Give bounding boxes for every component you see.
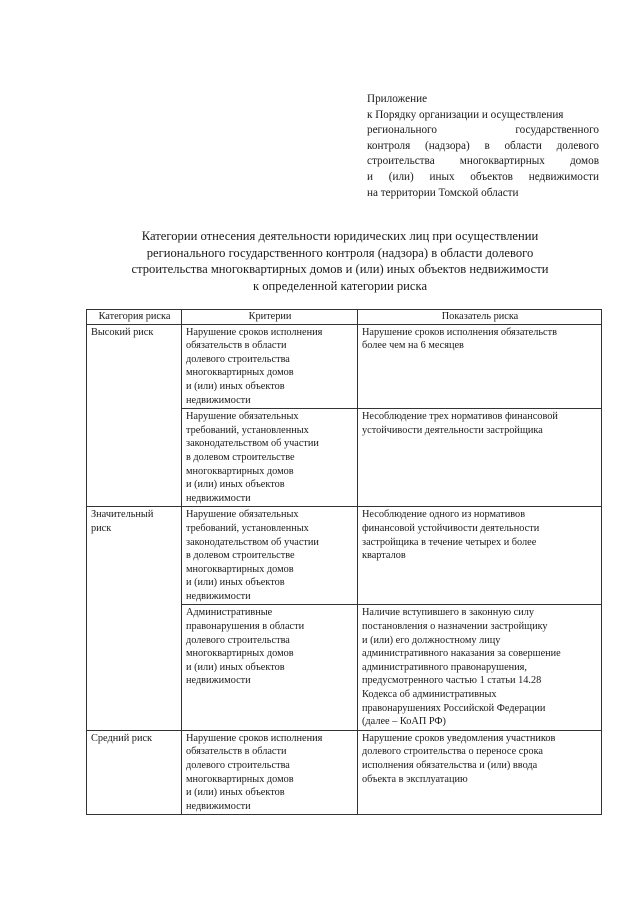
header-criteria: Критерии bbox=[182, 310, 358, 325]
cell-line: Несоблюдение одного из нормативов bbox=[362, 509, 526, 521]
cell-criteria bbox=[182, 409, 358, 507]
appendix-line: к Порядку организации и осуществления bbox=[367, 108, 564, 121]
appendix-line: регионального государственного bbox=[367, 124, 599, 137]
header-indicator: Показатель риска bbox=[358, 310, 602, 325]
appendix-line: и (или) иных объектов недвижимости bbox=[367, 170, 599, 183]
title-line: Категории отнесения деятельности юридических лиц при осуществлении bbox=[141, 229, 539, 243]
cell-line: исполнения обязательства и (или) ввода bbox=[362, 760, 538, 771]
cell-line: объекта в эксплуатацию bbox=[362, 773, 468, 785]
cell-line: требований, установленных bbox=[186, 522, 309, 534]
document-title bbox=[85, 228, 595, 294]
cell-criteria bbox=[182, 324, 358, 409]
table-header-row bbox=[87, 310, 602, 325]
cell-line: и (или) иных объектов bbox=[186, 380, 285, 392]
cell-line: и (или) иных объектов bbox=[186, 787, 285, 799]
cell-line: недвижимости bbox=[186, 675, 251, 687]
cell-line: Кодекса об административных bbox=[362, 689, 497, 701]
appendix-line: строительства многоквартирных домов bbox=[367, 155, 599, 168]
cell-line: (далее – КоАП РФ) bbox=[362, 716, 446, 728]
cell-line: кварталов bbox=[362, 550, 406, 562]
cell-line: Несоблюдение трех нормативов финансовой bbox=[362, 411, 558, 423]
cell-line: недвижимости bbox=[186, 800, 251, 812]
cell-line: и (или) иных объектов bbox=[186, 479, 285, 491]
cell-line: и (или) его должностному лицу bbox=[362, 634, 501, 646]
header-category: Категория риска bbox=[87, 310, 182, 325]
cell-line: недвижимости bbox=[186, 590, 251, 602]
cell-line: многоквартирных домов bbox=[186, 367, 294, 379]
cell-indicator bbox=[358, 324, 602, 409]
cell-line: законодательством об участии bbox=[186, 536, 319, 548]
cell-criteria bbox=[182, 605, 358, 730]
cell-line: Нарушение сроков исполнения bbox=[186, 326, 323, 338]
cell-line: Нарушение сроков исполнения bbox=[186, 732, 323, 744]
cell-criteria bbox=[182, 730, 358, 815]
cell-criteria bbox=[182, 507, 358, 605]
table-body bbox=[87, 324, 602, 815]
cell-line: и (или) иных объектов bbox=[186, 577, 285, 589]
cell-line: Значительный bbox=[91, 509, 154, 521]
cell-indicator bbox=[358, 730, 602, 815]
cell-line: долевого строительства bbox=[186, 760, 290, 771]
table-row bbox=[87, 324, 602, 409]
cell-line: Нарушение обязательных bbox=[186, 509, 299, 521]
cell-indicator bbox=[358, 507, 602, 605]
cell-category bbox=[87, 507, 182, 731]
cell-line: Нарушение сроков исполнения обязательств bbox=[362, 326, 557, 338]
cell-line: обязательств в области bbox=[186, 340, 287, 352]
cell-line: законодательством об участии bbox=[186, 438, 319, 450]
appendix-block bbox=[367, 92, 599, 201]
cell-category bbox=[87, 324, 182, 507]
cell-line: правонарушения в области bbox=[186, 621, 305, 633]
table-row bbox=[87, 507, 602, 605]
cell-line: постановления о назначении застройщику bbox=[362, 621, 548, 633]
title-line: регионального государственного контроля (надзора) в области долевого bbox=[146, 245, 534, 260]
cell-line: обязательств в области bbox=[186, 746, 287, 758]
appendix-line: на территории Томской области bbox=[367, 186, 519, 199]
cell-line: требований, установленных bbox=[186, 424, 309, 436]
cell-category bbox=[87, 730, 182, 815]
cell-indicator bbox=[358, 605, 602, 730]
cell-line: устойчивости деятельности застройщика bbox=[362, 424, 543, 436]
cell-line: многоквартирных домов bbox=[186, 465, 294, 477]
cell-line: административного наказания за совершение bbox=[362, 648, 561, 660]
cell-line: в долевом строительстве bbox=[186, 550, 295, 562]
cell-line: в долевом строительстве bbox=[186, 451, 295, 463]
cell-line: многоквартирных домов bbox=[186, 563, 294, 575]
cell-line: многоквартирных домов bbox=[186, 773, 294, 785]
cell-line: Нарушение сроков уведомления участников bbox=[362, 732, 556, 744]
cell-line: правонарушениях Российской Федерации bbox=[362, 702, 546, 714]
cell-line: многоквартирных домов bbox=[186, 648, 294, 660]
cell-indicator bbox=[358, 409, 602, 507]
cell-line: Нарушение обязательных bbox=[186, 411, 299, 423]
cell-line: застройщика в течение четырех и более bbox=[362, 536, 537, 548]
cell-line: административного правонарушения, bbox=[362, 661, 527, 673]
cell-line: долевого строительства bbox=[186, 353, 290, 365]
cell-line: недвижимости bbox=[186, 492, 251, 504]
cell-line: недвижимости bbox=[186, 394, 251, 406]
cell-line: и (или) иных объектов bbox=[186, 661, 285, 673]
table-row bbox=[87, 730, 602, 815]
cell-line: долевого строительства о переносе срока bbox=[362, 746, 543, 758]
cell-line: Наличие вступившего в законную силу bbox=[362, 607, 535, 619]
cell-line: более чем на 6 месяцев bbox=[362, 340, 464, 352]
appendix-line: Приложение bbox=[367, 93, 428, 105]
title-line: к определенной категории риска bbox=[252, 278, 428, 293]
risk-category-table bbox=[86, 309, 602, 815]
cell-line: Высокий риск bbox=[91, 326, 154, 338]
appendix-line: контроля (надзора) в области долевого bbox=[367, 139, 599, 152]
cell-line: финансовой устойчивости деятельности bbox=[362, 522, 540, 534]
cell-line: риск bbox=[91, 522, 112, 534]
cell-line: предусмотренного частью 1 статьи 14.28 bbox=[362, 675, 542, 687]
cell-line: Административные bbox=[186, 607, 273, 619]
cell-line: Средний риск bbox=[91, 732, 153, 744]
cell-line: долевого строительства bbox=[186, 634, 290, 646]
title-line: строительства многоквартирных домов и (или) иных объектов недвижимости bbox=[131, 262, 549, 277]
